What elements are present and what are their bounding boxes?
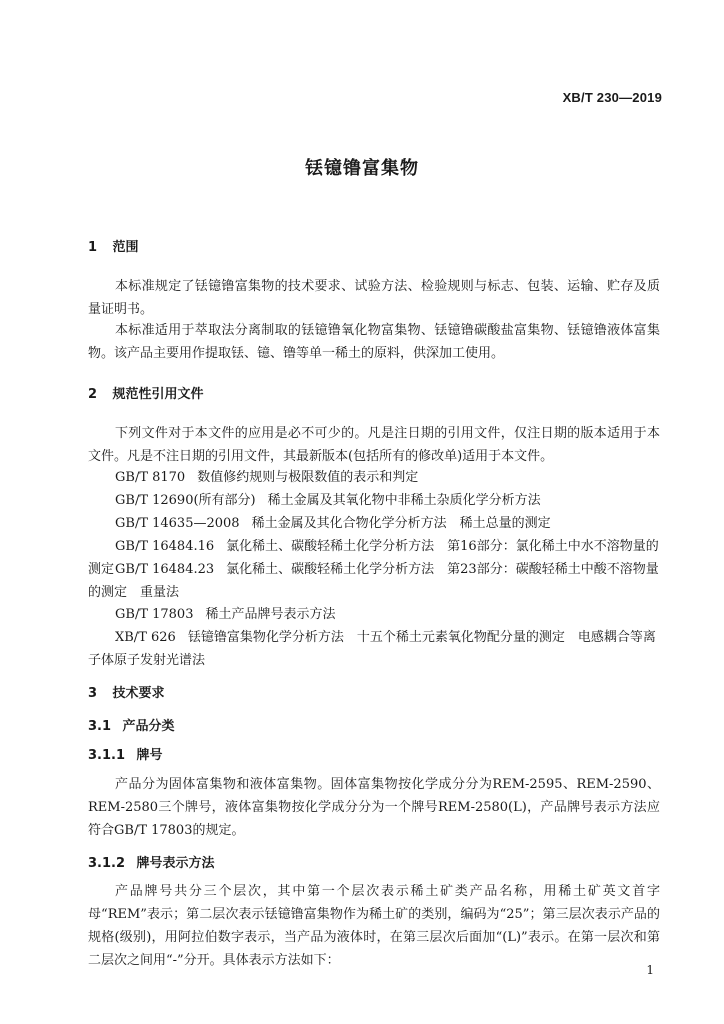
- section-2-intro: 下列文件对于本文件的应用是必不可少的。凡是注日期的引用文件，仅注日期的版本适用于本文件。凡是不注日期的引用文件，其最新版本(包括所有的修改单)适用于本文件。: [88, 426, 660, 464]
- section-3-1-heading: [88, 715, 175, 734]
- section-3-1-1-paragraph: 产品分为固体富集物和液体富集物。固体富集物按化学成分分为REM-2595、REM-2590、REM-2580三个牌号，液体富集物按化学成分分为一个牌号REM-2580(L)，产品牌号表示方法应符合GB/T 17803的规定。: [88, 777, 660, 838]
- section-title: 产品分类: [122, 719, 175, 734]
- reference-title: 氯化稀土、碳酸轻稀土化学分析方法 第23部分：碳酸轻稀土中酸不溶物量的测定 重量法: [88, 562, 659, 600]
- section-number: 3.1: [88, 719, 112, 734]
- reference-code: GB/T 14635—2008: [115, 516, 240, 531]
- section-1-paragraph-2: 本标准适用于萃取法分离制取的铥镱镥氧化物富集物、铥镱镥碳酸盐富集物、铥镱镥液体富集物。该产品主要用作提取铥、镱、镥等单一稀土的原料，供深加工使用。: [88, 323, 660, 361]
- section-3-1-1-heading: [88, 744, 163, 763]
- section-2-heading: [88, 383, 204, 402]
- reference-title: 稀土金属及其化合物化学分析方法 稀土总量的测定: [251, 516, 551, 531]
- reference-title: 氯化稀土、碳酸轻稀土化学分析方法 第16部分：氯化稀土中水不溶物量的测定: [88, 539, 659, 577]
- section-title: 规范性引用文件: [112, 387, 204, 402]
- section-number: 2: [88, 387, 98, 402]
- section-number: 1: [88, 240, 98, 255]
- section-number: 3.1.2: [88, 856, 126, 871]
- reference-item: [88, 626, 660, 672]
- reference-code: GB/T 12690(所有部分): [115, 493, 256, 508]
- section-number: 3.1.1: [88, 748, 126, 763]
- section-3-1-2-heading: [88, 852, 215, 871]
- reference-item: [88, 489, 660, 512]
- reference-code: GB/T 8170: [115, 470, 186, 485]
- reference-item: [88, 466, 660, 489]
- section-number: 3: [88, 686, 98, 701]
- reference-code: GB/T 16484.23: [115, 562, 215, 577]
- standard-code: XB/T 230—2019: [562, 90, 662, 105]
- section-title: 范围: [112, 240, 139, 255]
- document-title: 铥镱镥富集物: [305, 158, 419, 179]
- section-1-paragraph-1: 本标准规定了铥镱镥富集物的技术要求、试验方法、检验规则与标志、包装、运输、贮存及质量证明书。: [88, 279, 660, 317]
- page-number: 1: [646, 963, 654, 977]
- section-title: 牌号表示方法: [136, 856, 215, 871]
- reference-code: GB/T 17803: [115, 607, 194, 622]
- section-title: 技术要求: [112, 686, 165, 701]
- reference-title: 铥镱镥富集物化学分析方法 十五个稀土元素氧化物配分量的测定 电感耦合等离子体原子发射光谱法: [88, 630, 656, 668]
- reference-title: 稀土产品牌号表示方法: [205, 607, 336, 622]
- section-1-heading: [88, 236, 139, 255]
- reference-item: [88, 512, 660, 535]
- section-title: 牌号: [136, 748, 163, 763]
- reference-code: XB/T 626: [115, 630, 176, 645]
- reference-item: [88, 603, 660, 626]
- reference-item: [88, 558, 660, 604]
- section-3-heading: [88, 682, 165, 701]
- reference-code: GB/T 16484.16: [115, 539, 215, 554]
- reference-title: 稀土金属及其氧化物中非稀土杂质化学分析方法: [267, 493, 541, 508]
- section-3-1-2-paragraph: 产品牌号共分三个层次，其中第一个层次表示稀土矿类产品名称，用稀土矿英文首字母“REM”表示；第二层次表示铥镱镥富集物作为稀土矿的类别，编码为“25”；第三层次表示产品的规格(级别)，用阿拉伯数字表示，当产品为液体时，在第三层次后面加“(L)”表示。在第一层次和第二层次之间用“-”分开。具体表示方法如下：: [88, 884, 660, 968]
- reference-title: 数值修约规则与极限数值的表示和判定: [197, 470, 419, 485]
